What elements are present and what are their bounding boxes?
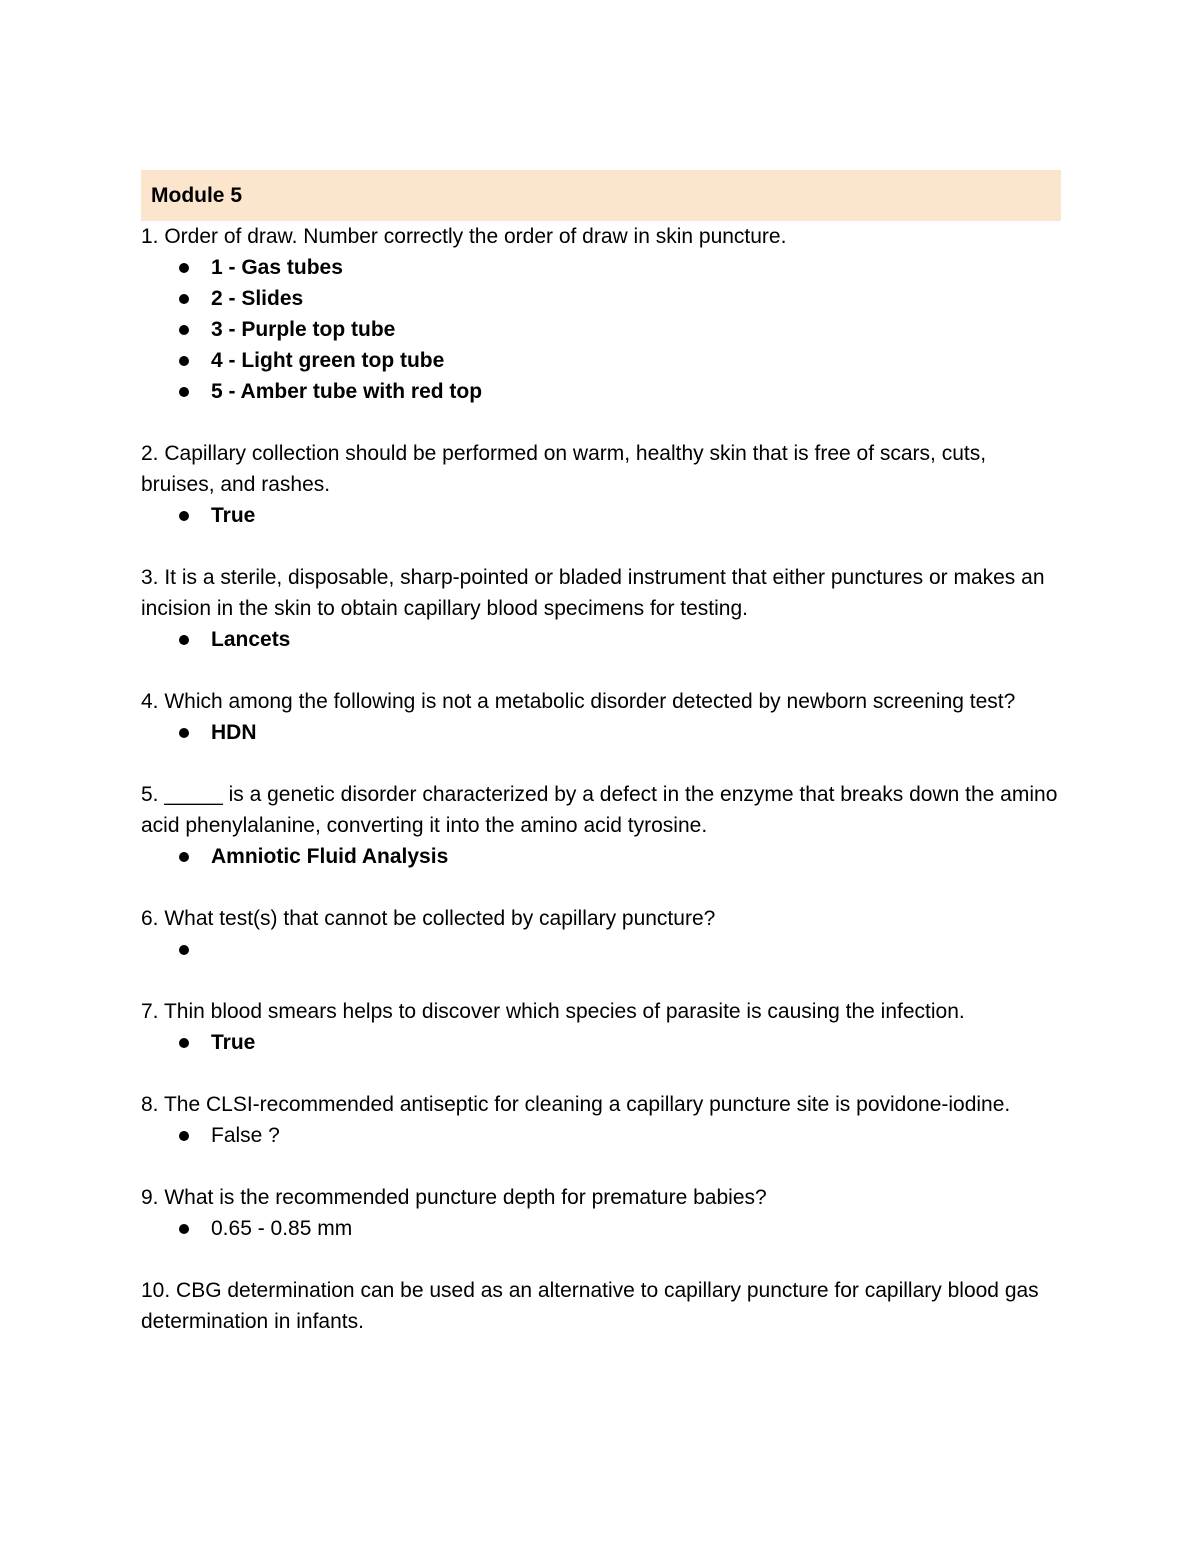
bullet-icon [179,852,189,862]
question-block [141,1275,1061,1337]
answer-item [177,1213,1061,1244]
answer-list [141,252,1061,407]
bullet-icon [179,1131,189,1141]
bullet-icon [179,325,189,335]
answer-item [177,345,1061,376]
module-title: Module 5 [151,183,243,207]
bullet-icon [179,1224,189,1234]
bullet-icon [179,635,189,645]
document-page [141,170,1061,1337]
answer-text: HDN [211,721,257,744]
question-block [141,438,1061,531]
question-spacer [141,1244,1061,1275]
answer-text: True [211,504,256,527]
question-block [141,903,1061,965]
answer-list [141,624,1061,655]
answer-item [177,252,1061,283]
question-spacer [141,1151,1061,1182]
question-block [141,221,1061,407]
question-block [141,686,1061,748]
answer-item [177,624,1061,655]
question-text: 1. Order of draw. Number correctly the order of draw in skin puncture. [141,225,787,248]
answer-text: 0.65 - 0.85 mm [211,1217,353,1240]
bullet-icon [179,294,189,304]
answer-list [141,1120,1061,1151]
answer-item [177,314,1061,345]
answer-list [141,1213,1061,1244]
question-text: 6. What test(s) that cannot be collected by capillary puncture? [141,907,716,930]
module-header [141,170,1061,221]
question-spacer [141,872,1061,903]
answer-item [177,1120,1061,1151]
question-spacer [141,748,1061,779]
answer-item [177,717,1061,748]
bullet-icon [179,356,189,366]
answer-text: False ? [211,1124,280,1147]
question-text: 8. The CLSI-recommended antiseptic for cleaning a capillary puncture site is povidone-iodine. [141,1093,1011,1116]
answer-item [177,841,1061,872]
answer-item [177,376,1061,407]
answer-list [141,500,1061,531]
bullet-icon [179,945,189,955]
question-block [141,562,1061,655]
question-text: 4. Which among the following is not a metabolic disorder detected by newborn screening test? [141,690,1016,713]
question-text: 10. CBG determination can be used as an alternative to capillary puncture for capillary blood gas determination in infants. [141,1279,1039,1333]
bullet-icon [179,387,189,397]
question-text: 3. It is a sterile, disposable, sharp-pointed or bladed instrument that either punctures or makes an incision in the skin to obtain capillary blood specimens for testing. [141,566,1045,620]
question-list [141,221,1061,1337]
answer-list [141,717,1061,748]
bullet-icon [179,728,189,738]
answer-list [141,1027,1061,1058]
question-block [141,996,1061,1058]
bullet-icon [179,263,189,273]
bullet-icon [179,1038,189,1048]
bullet-icon [179,511,189,521]
question-spacer [141,965,1061,996]
question-spacer [141,1058,1061,1089]
question-spacer [141,531,1061,562]
answer-item [177,500,1061,531]
answer-text: True [211,1031,256,1054]
answer-list [141,934,1061,965]
answer-text: 3 - Purple top tube [211,318,396,341]
answer-text: 1 - Gas tubes [211,256,343,279]
question-text: 7. Thin blood smears helps to discover which species of parasite is causing the infection. [141,1000,965,1023]
question-block [141,1089,1061,1151]
answer-list [141,841,1061,872]
answer-item [177,934,1061,965]
answer-item [177,283,1061,314]
question-spacer [141,655,1061,686]
answer-text: 5 - Amber tube with red top [211,380,483,403]
question-block [141,1182,1061,1244]
question-text: 5. _____ is a genetic disorder characterized by a defect in the enzyme that breaks down the amino acid phenylalanine, converting it into the amino acid tyrosine. [141,783,1058,837]
question-spacer [141,407,1061,438]
question-block [141,779,1061,872]
answer-item [177,1027,1061,1058]
question-text: 9. What is the recommended puncture depth for premature babies? [141,1186,767,1209]
answer-text: 2 - Slides [211,287,304,310]
answer-text: Amniotic Fluid Analysis [211,845,449,868]
question-text: 2. Capillary collection should be performed on warm, healthy skin that is free of scars, cuts, bruises, and rashes. [141,442,987,496]
answer-text: 4 - Light green top tube [211,349,445,372]
answer-text: Lancets [211,628,291,651]
